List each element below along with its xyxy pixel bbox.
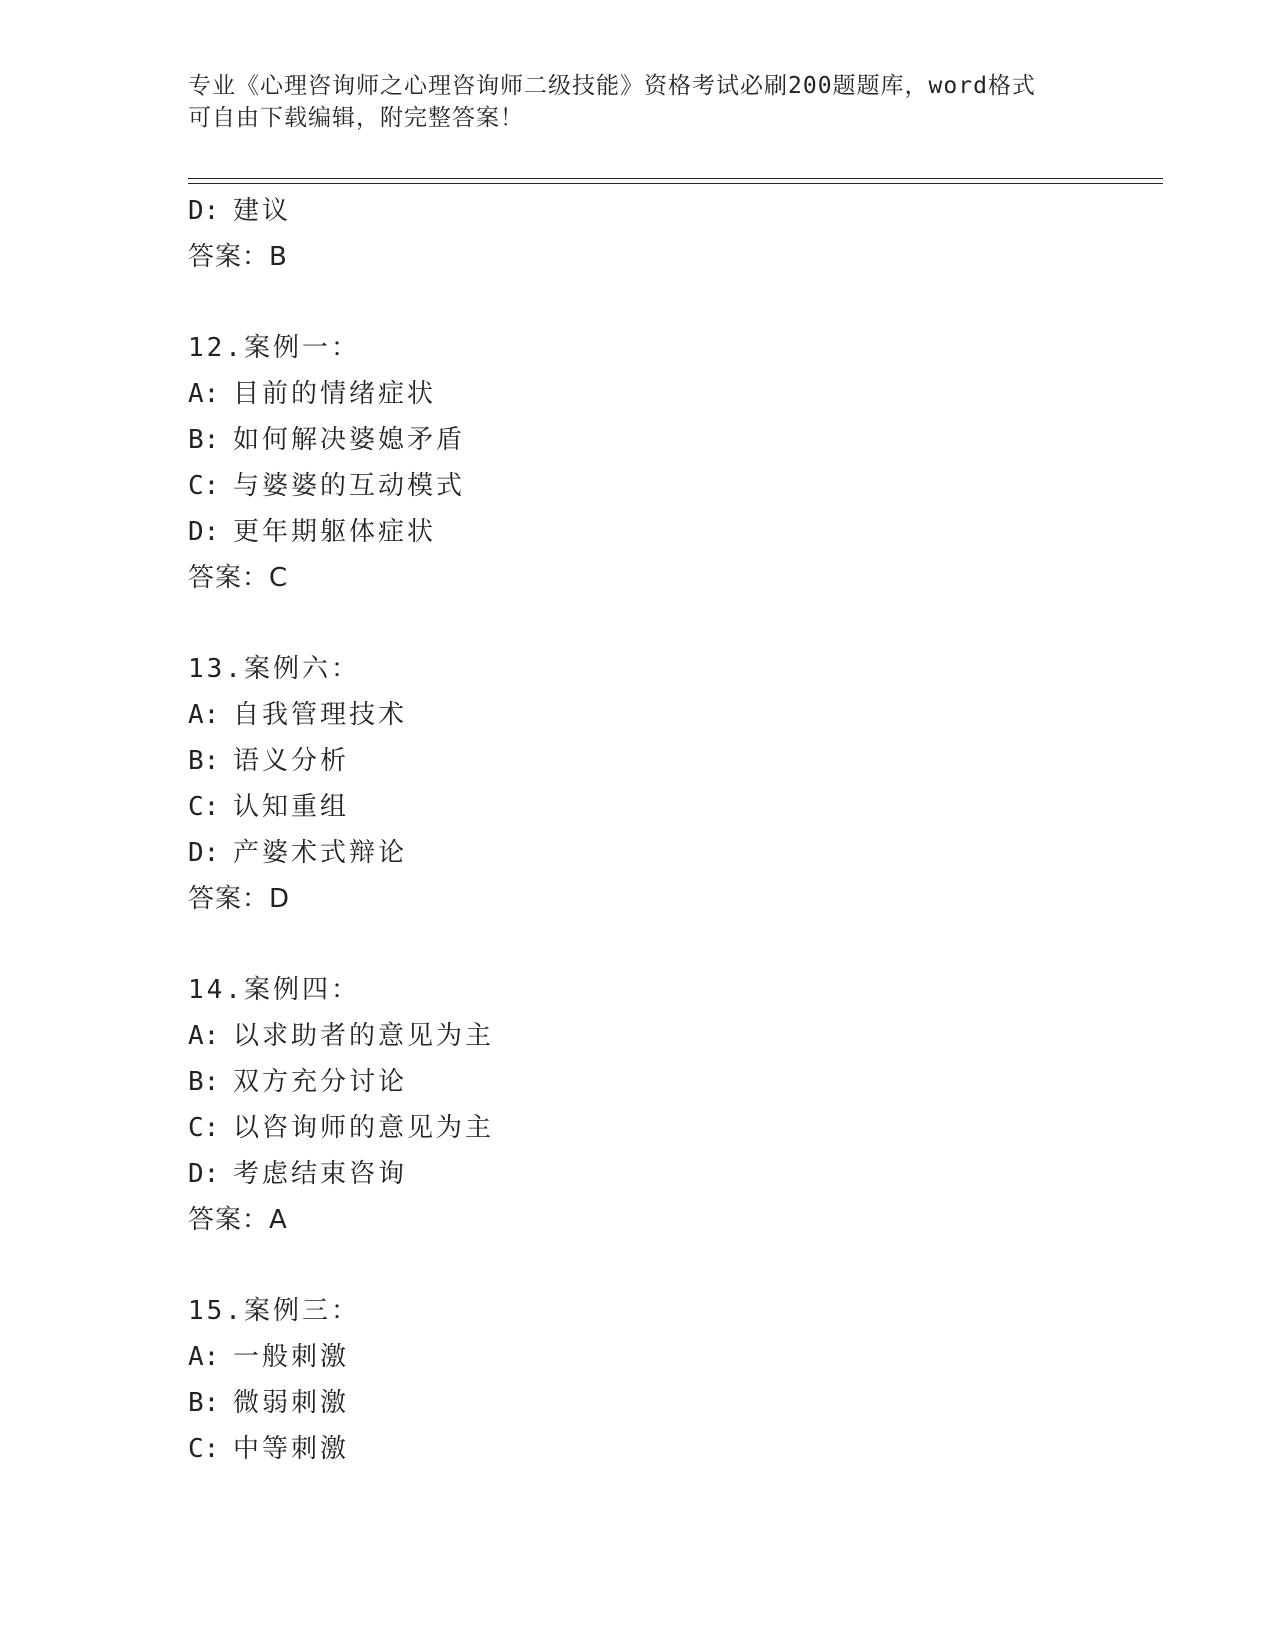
question-stem: 13.案例六： [188,654,360,684]
option-letter: D: [188,1159,220,1189]
spacer [188,601,1163,646]
option-line [188,1426,1163,1472]
option-text: 以求助者的意见为主 [233,1021,495,1051]
option-line [188,509,1163,555]
option-text: 认知重组 [233,792,350,822]
option-text: 一般刺激 [233,1342,350,1372]
option-letter: B: [188,425,220,455]
answer-line: 答案：D [188,884,291,914]
option-letter: B: [188,1388,220,1418]
page-header [188,70,1088,134]
option-letter: C: [188,1113,220,1143]
question-stem: 14.案例四： [188,975,360,1005]
spacer [188,1243,1163,1288]
question-stem: 15.案例三： [188,1296,360,1326]
option-letter: A: [188,379,220,409]
option-text: 双方充分讨论 [233,1067,408,1097]
option-letter: D: [188,196,220,226]
option-letter: A: [188,1021,220,1051]
option-letter: C: [188,471,220,501]
option-line [188,1151,1163,1197]
option-text: 建议 [233,196,292,226]
option-text: 目前的情绪症状 [233,379,437,409]
option-letter: A: [188,1342,220,1372]
option-letter: C: [188,1434,220,1464]
option-letter: B: [188,746,220,776]
option-line [188,188,1163,234]
answer-line: 答案：B [188,242,288,272]
option-text: 自我管理技术 [233,700,408,730]
option-line [188,830,1163,876]
option-line [188,1380,1163,1426]
header-rule-bottom [188,183,1163,184]
spacer [188,922,1163,967]
option-text: 更年期躯体症状 [233,517,437,547]
option-letter: C: [188,792,220,822]
option-text: 中等刺激 [233,1434,350,1464]
option-line [188,417,1163,463]
option-letter: A: [188,700,220,730]
answer-line: 答案：C [188,563,289,593]
option-line [188,1013,1163,1059]
option-letter: B: [188,1067,220,1097]
option-letter: D: [188,838,220,868]
option-line [188,1334,1163,1380]
option-line [188,784,1163,830]
option-text: 产婆术式辩论 [233,838,408,868]
option-line [188,1059,1163,1105]
header-line-2: 可自由下载编辑，附完整答案！ [188,105,524,131]
option-letter: D: [188,517,220,547]
header-line-1: 专业《心理咨询师之心理咨询师二级技能》资格考试必刷200题题库，word格式 [188,73,1036,99]
option-text: 语义分析 [233,746,350,776]
option-text: 如何解决婆媳矛盾 [233,425,466,455]
option-text: 考虑结束咨询 [233,1159,408,1189]
option-line [188,371,1163,417]
option-line [188,738,1163,784]
question-stem: 12.案例一： [188,333,360,363]
spacer [188,280,1163,325]
option-text: 与婆婆的互动模式 [233,471,466,501]
option-text: 微弱刺激 [233,1388,350,1418]
option-text: 以咨询师的意见为主 [233,1113,495,1143]
option-line [188,692,1163,738]
header-rule-top [188,178,1163,179]
option-line [188,463,1163,509]
option-line [188,1105,1163,1151]
question-content [188,188,1163,1472]
answer-line: 答案：A [188,1205,288,1235]
